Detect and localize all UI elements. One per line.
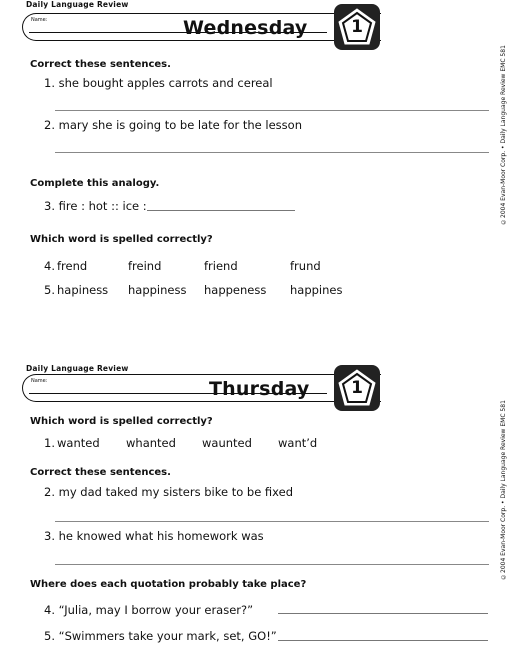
name-label: Name: <box>31 17 48 23</box>
week-number: 1 <box>351 378 363 398</box>
answer-line[interactable] <box>55 564 489 565</box>
question-number: 5. <box>44 283 55 297</box>
series-label: Daily Language Review <box>26 364 129 373</box>
question-3: 3. he knowed what his homework was <box>44 529 264 543</box>
word-choice[interactable]: frend <box>57 259 88 273</box>
word-choice[interactable]: happines <box>290 283 343 297</box>
question-3: 3. fire : hot :: ice : <box>44 199 147 213</box>
answer-blank[interactable] <box>278 613 488 614</box>
section-heading: Correct these sentences. <box>30 59 171 70</box>
question-number: 4. <box>44 259 55 273</box>
word-choice[interactable]: freind <box>128 259 162 273</box>
word-choice[interactable]: whanted <box>126 436 176 450</box>
question-number: 1. <box>44 436 55 450</box>
word-choice[interactable]: hapiness <box>57 283 109 297</box>
answer-line[interactable] <box>55 152 489 153</box>
word-choice[interactable]: wanted <box>57 436 100 450</box>
word-choice[interactable]: happeness <box>204 283 267 297</box>
word-choice[interactable]: waunted <box>202 436 252 450</box>
word-choice[interactable]: want’d <box>278 436 318 450</box>
name-label: Name: <box>31 378 48 384</box>
word-choice[interactable]: happiness <box>128 283 187 297</box>
day-title: Wednesday <box>183 17 308 39</box>
section-heading: Which word is spelled correctly? <box>30 416 213 427</box>
copyright-side-text: ©2004 Evan-Moor Corp. • Daily Language Review EMC 581 <box>500 400 507 580</box>
week-number: 1 <box>351 17 363 37</box>
question-2: 2. mary she is going to be late for the lesson <box>44 118 302 132</box>
question-2: 2. my dad taked my sisters bike to be fixed <box>44 485 294 499</box>
question-1: 1. she bought apples carrots and cereal <box>44 76 273 90</box>
answer-line[interactable] <box>55 110 489 111</box>
series-label: Daily Language Review <box>26 0 129 9</box>
word-choice[interactable]: friend <box>204 259 238 273</box>
thursday-card <box>0 360 516 653</box>
word-choice[interactable]: frund <box>290 259 321 273</box>
section-heading: Complete this analogy. <box>30 178 160 189</box>
question-4: 4. “Julia, may I borrow your eraser?” <box>44 603 254 617</box>
analogy-blank[interactable] <box>147 210 295 211</box>
section-heading: Which word is spelled correctly? <box>30 234 213 245</box>
answer-blank[interactable] <box>278 640 488 641</box>
section-heading: Where does each quotation probably take place? <box>30 579 307 590</box>
day-title: Thursday <box>209 378 310 400</box>
answer-line[interactable] <box>55 521 489 522</box>
copyright-side-text: ©2004 Evan-Moor Corp. • Daily Language Review EMC 581 <box>500 45 507 225</box>
question-5: 5. “Swimmers take your mark, set, GO!” <box>44 629 277 643</box>
section-heading: Correct these sentences. <box>30 467 171 478</box>
